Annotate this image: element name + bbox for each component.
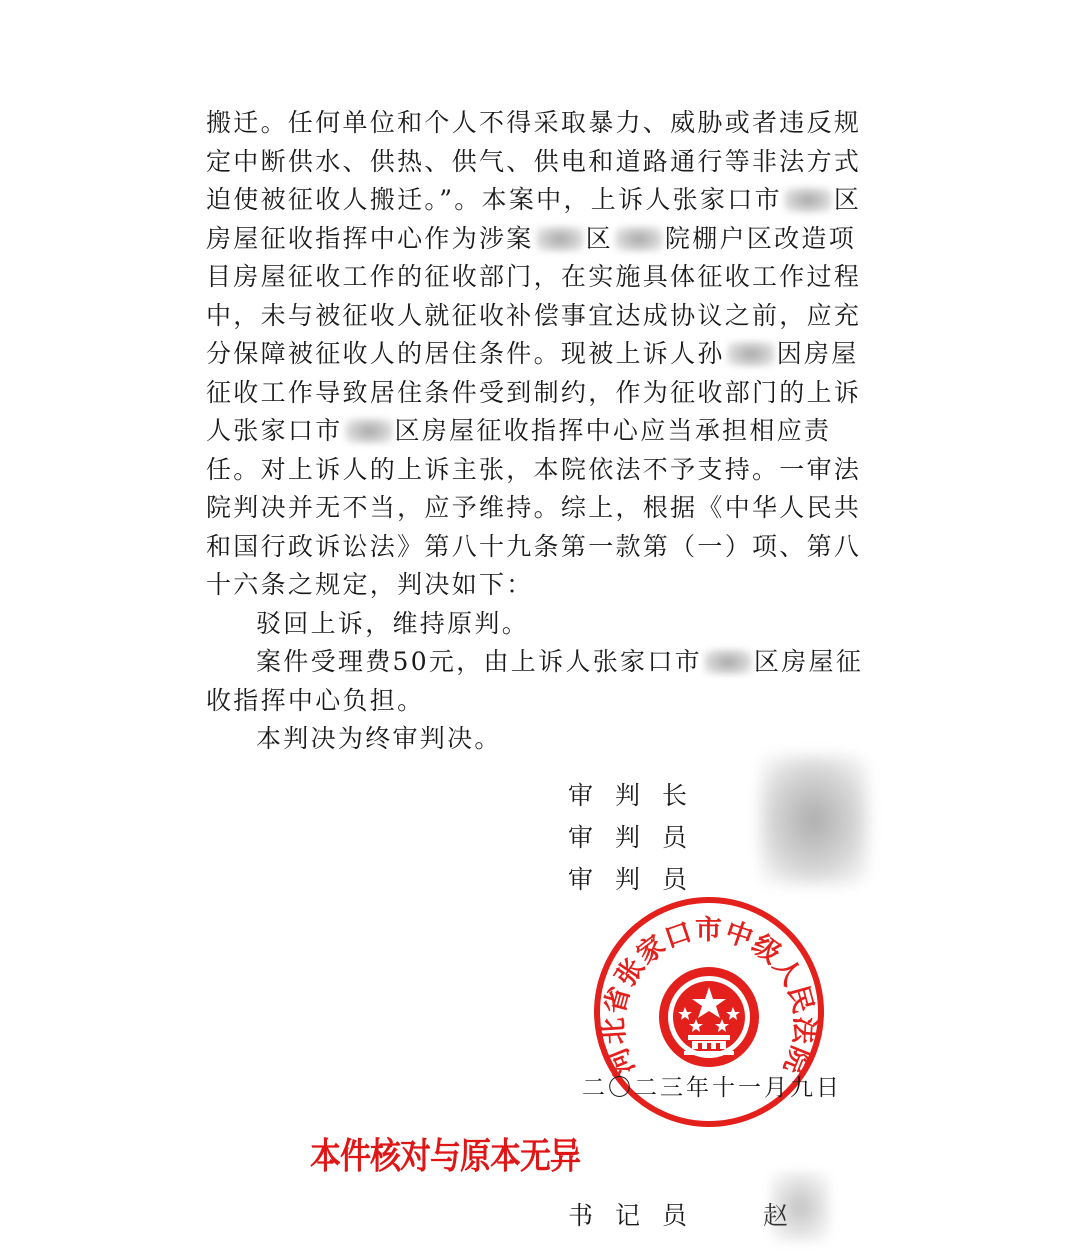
paragraph-final: 本判决为终审判决。 <box>256 724 502 753</box>
text-segment: 院棚户区改造项目房屋征收工作的征收部门，在实施具体征收工作过程中，未与被征收人就征收补偿事宜达成协议之前，应充分保障被征收人的居住条件。现被上诉人孙 <box>206 223 862 368</box>
redaction-blur <box>704 649 752 675</box>
text-segment: 区房屋征收指挥中心负担。 <box>206 647 864 715</box>
text-segment: 区房屋征收指挥中心应当承担相应责任。对上诉人的上诉主张，本院依法不予支持。一审法院判决并无不当，应予维持。综上，根据《中华人民共和国行政诉讼法》第八十九条第一款第（一）项、第八十六条之规定，判决如下： <box>206 416 862 599</box>
verification-stamp: 本件核对与原本无异 <box>310 1135 580 1178</box>
text-segment: 案件受理费50元，由上诉人张家口市 <box>256 647 702 676</box>
redaction-blur <box>536 226 584 252</box>
redaction-blur <box>615 226 663 252</box>
chief-judge-label: 审判长 <box>568 781 710 810</box>
redaction-blur <box>784 187 832 213</box>
redaction-blur <box>345 418 393 444</box>
judgment-date: 二〇二三年十一月九日 <box>582 1075 842 1101</box>
seal-text: 河北省张家口市中级人民法院 <box>598 914 820 1080</box>
paragraph-reasoning <box>206 104 878 605</box>
clerk-label: 书记员 <box>568 1201 710 1230</box>
judge-label: 审判员 <box>568 823 710 852</box>
text-segment: 区房屋征收指挥中心作为涉案 <box>206 185 862 253</box>
paragraph-ruling: 驳回上诉，维持原判。 <box>256 608 530 638</box>
clerk-name: 赵 <box>763 1201 789 1230</box>
redaction-blur <box>760 756 868 884</box>
paragraph-fee <box>206 643 878 720</box>
text-segment: 区 <box>585 223 613 253</box>
national-emblem-icon <box>659 967 759 1067</box>
text-segment: 因房屋征收工作导致居住条件受到制约，作为征收部门的上诉人张家口市 <box>206 339 862 445</box>
judgment-body <box>206 104 878 759</box>
text-segment: 搬迁。任何单位和个人不得采取暴力、威胁或者违反规定中断供水、供热、供气、供电和道路通行等非法方式迫使被征收人搬迁。”。本案中，上诉人张家口市 <box>206 108 862 214</box>
judge-label: 审判员 <box>568 865 710 894</box>
redaction-blur <box>727 341 775 367</box>
